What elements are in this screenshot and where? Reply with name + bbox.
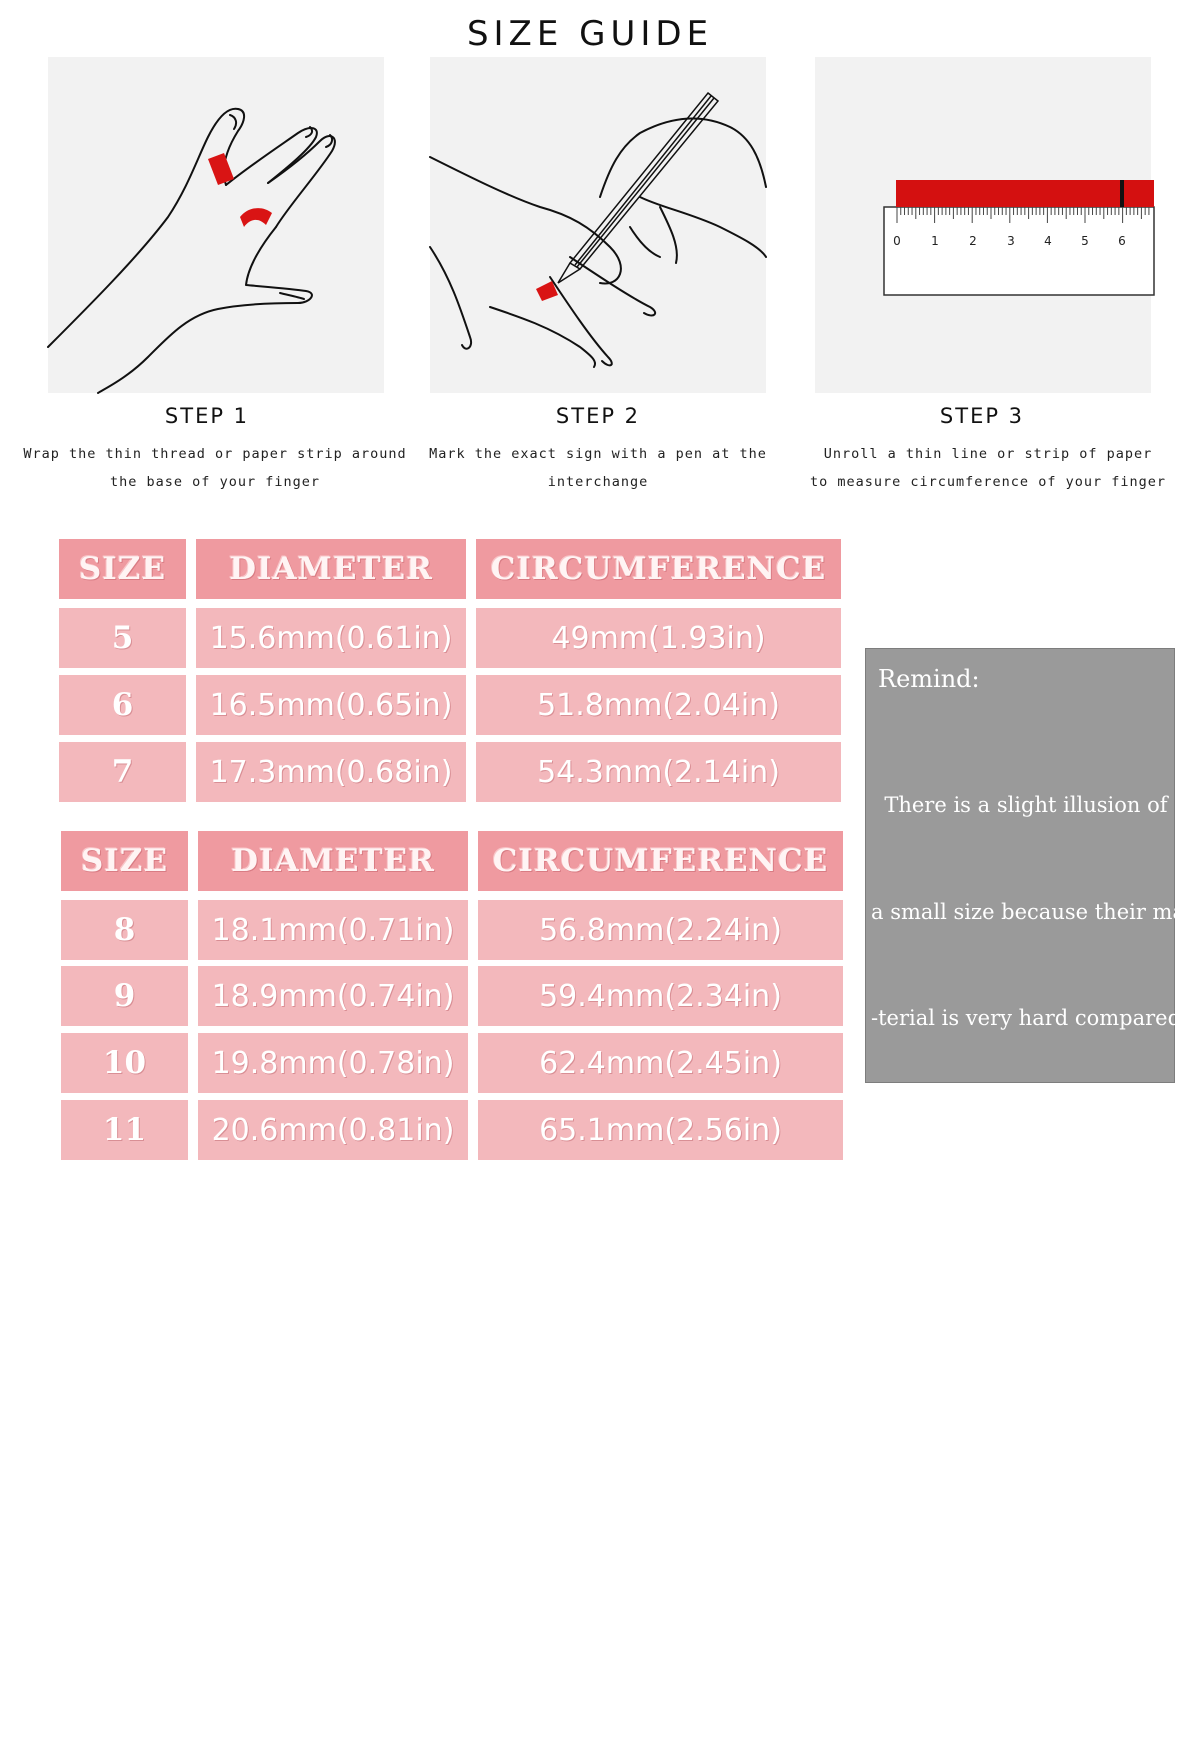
- step1-title: STEP 1: [164, 404, 250, 428]
- cell-size: 10: [61, 1033, 188, 1093]
- cell-diameter: 17.3mm(0.68in): [196, 742, 466, 802]
- remind-line: up for comfort fit~: [871, 1645, 1072, 1669]
- cell-diameter: 16.5mm(0.65in): [196, 675, 466, 735]
- step1-description: [15, 440, 415, 496]
- step2-illustration: [430, 57, 766, 393]
- header-diameter: DIAMETER: [196, 539, 466, 599]
- cell-size: 11: [61, 1100, 188, 1160]
- cell-diameter: 18.9mm(0.74in): [198, 966, 468, 1026]
- cell-size: 6: [59, 675, 186, 735]
- header-diameter: DIAMETER: [198, 831, 468, 891]
- cell-diameter: 20.6mm(0.81in): [198, 1100, 468, 1160]
- step3-line1: Unroll a thin line or strip of paper: [823, 446, 1153, 462]
- step1-illustration: [48, 57, 384, 393]
- cell-circumference: 54.3mm(2.14in): [476, 742, 841, 802]
- cell-size: 8: [61, 900, 188, 960]
- remind-line: slightly plump fingers or larg: [871, 1325, 1183, 1350]
- cell-size: 9: [61, 966, 188, 1026]
- ruler-label: 0: [893, 234, 901, 248]
- remind-line: stainless rings of one size: [871, 1538, 1145, 1563]
- remind-box: [865, 648, 1185, 1669]
- step2-title: STEP 2: [555, 404, 641, 428]
- hand-marking-with-pen-icon: [430, 57, 766, 393]
- remind-line: There is a slight illusion of: [871, 793, 1168, 817]
- remind-line: a small size because their ma: [871, 899, 1185, 924]
- remind-title: Remind:: [878, 665, 980, 693]
- remind-text: [871, 717, 1185, 1747]
- step2-line1: Mark the exact sign with a pen at the: [429, 446, 767, 462]
- step2-line2: interchange: [547, 474, 649, 490]
- header-size: SIZE: [61, 831, 188, 891]
- ruler-label: 2: [969, 234, 977, 248]
- step3-description: [788, 440, 1188, 496]
- remind-line: with jewelry of other metal,: [871, 1112, 1174, 1137]
- cell-diameter: 19.8mm(0.78in): [198, 1033, 468, 1093]
- step3-illustration: [815, 57, 1151, 393]
- cell-circumference: 51.8mm(2.04in): [476, 675, 841, 735]
- step1-line2: the base of your finger: [110, 474, 320, 490]
- step3-title: STEP 3: [939, 404, 1025, 428]
- cell-circumference: 49mm(1.93in): [476, 608, 841, 668]
- remind-line: -terial is very hard compared: [871, 1006, 1182, 1030]
- ruler-icon: [815, 57, 1151, 393]
- cell-circumference: 56.8mm(2.24in): [478, 900, 843, 960]
- header-size: SIZE: [59, 539, 186, 599]
- ruler-label: 6: [1118, 234, 1126, 248]
- cell-size: 7: [59, 742, 186, 802]
- ruler-label: 3: [1007, 234, 1015, 248]
- cell-circumference: 59.4mm(2.34in): [478, 966, 843, 1026]
- step2-description: [398, 440, 798, 496]
- ruler-label: 4: [1044, 234, 1052, 248]
- ruler-label: 1: [931, 234, 939, 248]
- cell-circumference: 65.1mm(2.56in): [478, 1100, 843, 1160]
- header-circumference: CIRCUMFERENCE: [476, 539, 841, 599]
- step3-line2: to measure circumference of your finger: [810, 474, 1166, 490]
- remind-line: which is normal, if you have: [871, 1219, 1177, 1243]
- step1-line1: Wrap the thin thread or paper strip around: [23, 446, 407, 462]
- cell-circumference: 62.4mm(2.45in): [478, 1033, 843, 1093]
- cell-diameter: 15.6mm(0.61in): [196, 608, 466, 668]
- cell-size: 5: [59, 608, 186, 668]
- cell-diameter: 18.1mm(0.71in): [198, 900, 468, 960]
- ruler-label: 5: [1081, 234, 1089, 248]
- remind-line: -e finger joints, pls choose: [871, 1432, 1151, 1456]
- page-title: SIZE GUIDE: [466, 14, 714, 54]
- header-circumference: CIRCUMFERENCE: [478, 831, 843, 891]
- hand-with-thread-icon: [48, 57, 384, 393]
